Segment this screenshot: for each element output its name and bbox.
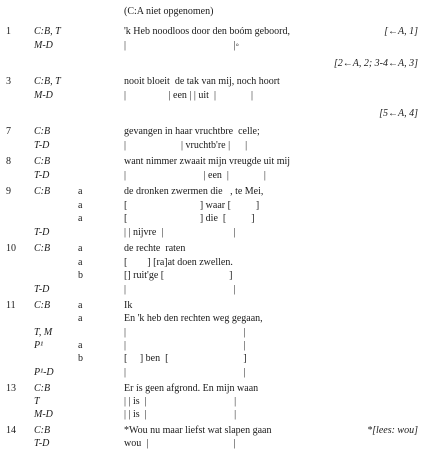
verse-text: Er ís geen afgrond. En mijn waan <box>124 383 259 394</box>
verse-text: [ ] waar [ ] <box>124 200 260 211</box>
margin-note: *[lees: wou] <box>367 425 418 436</box>
witness-siglum: T-D <box>34 438 50 449</box>
verse-text: | | <box>124 340 246 351</box>
witness-siglum: M-D <box>34 40 53 51</box>
line-number: 3 <box>6 76 11 87</box>
verse-text: wou | | <box>124 438 236 449</box>
witness-siglum: C:B <box>34 186 51 197</box>
variant-sub-label: b <box>78 270 83 281</box>
witness-siglum: M-D <box>34 90 53 101</box>
verse-text: | | nijvre | | <box>124 227 236 238</box>
line-number: 9 <box>6 186 11 197</box>
verse-text: | | <box>124 367 246 378</box>
witness-siglum: T-D <box>34 140 50 151</box>
witness-siglum: C:B <box>34 126 51 137</box>
verse-text: [ ] die [ ] <box>124 213 255 224</box>
witness-siglum: C:B <box>34 383 51 394</box>
verse-text: | | een | | uit | | <box>124 90 253 101</box>
verse-text: | | een | | <box>124 170 266 181</box>
verse-text: | | <box>124 327 246 338</box>
verse-text: | | <box>124 284 236 295</box>
witness-siglum: C:B, T <box>34 26 61 37</box>
variant-sub-label: a <box>78 213 83 224</box>
line-number: 8 <box>6 156 11 167</box>
variant-sub-label: a <box>78 300 83 311</box>
verse-text: Ik <box>124 300 133 311</box>
line-number: 14 <box>6 425 16 436</box>
verse-text: gevangen in haar vruchtbre celle; <box>124 126 260 137</box>
witness-siglum: C:B <box>34 156 51 167</box>
margin-note: [←A, 1] <box>384 26 418 37</box>
witness-siglum: C:B <box>34 243 51 254</box>
verse-text: | | is | | <box>124 396 237 407</box>
line-number: 11 <box>6 300 16 311</box>
witness-siglum: T-D <box>34 227 50 238</box>
verse-text: 'k Heb noodloos door den boóm geboord, <box>124 26 290 37</box>
variant-sub-label: a <box>78 257 83 268</box>
margin-note: [5←A, 4] <box>379 108 418 119</box>
witness-siglum: P¹-D <box>34 367 54 378</box>
variant-sub-label: a <box>78 340 83 351</box>
verse-text: de dronken zwermen die , te Mei, <box>124 186 264 197</box>
line-number: 10 <box>6 243 16 254</box>
margin-note: [2←A, 2; 3-4←A, 3] <box>333 58 418 69</box>
verse-text: *Wou nu maar liefst wat slapen gaan <box>124 425 272 436</box>
line-number: 1 <box>6 26 11 37</box>
witness-siglum: M-D <box>34 409 53 420</box>
verse-text: En 'k heb den rechten weg gegaan, <box>124 313 263 324</box>
verse-text: [ ] ben [ ] <box>124 353 247 364</box>
witness-siglum: P¹ <box>34 340 44 351</box>
variant-sub-label: b <box>78 353 83 364</box>
witness-siglum: C:B <box>34 300 51 311</box>
witness-siglum: T, M <box>34 327 53 338</box>
line-number: 13 <box>6 383 16 394</box>
witness-siglum: T-D <box>34 170 50 181</box>
page-header: (C:A niet opgenomen) <box>124 6 214 17</box>
witness-siglum: T <box>34 396 40 407</box>
verse-text: [ ] [ra]at doen zwellen. <box>124 257 233 268</box>
variant-sub-label: a <box>78 313 83 324</box>
witness-siglum: T-D <box>34 284 50 295</box>
line-number: 7 <box>6 126 11 137</box>
variant-sub-label: a <box>78 186 83 197</box>
verse-text: | |◦ <box>124 40 240 51</box>
variant-sub-label: a <box>78 243 83 254</box>
verse-text: | | is | | <box>124 409 237 420</box>
witness-siglum: C:B, T <box>34 76 61 87</box>
witness-siglum: C:B <box>34 425 51 436</box>
verse-text: de rechte raten <box>124 243 186 254</box>
variant-sub-label: a <box>78 200 83 211</box>
verse-text: | | vruchtb're | | <box>124 140 248 151</box>
verse-text: nooit bloeit de tak van mij, noch hoort <box>124 76 280 87</box>
verse-text: want nimmer zwaait mijn vreugde uit mij <box>124 156 291 167</box>
verse-text: [] ruit'ge [ ] <box>124 270 233 281</box>
